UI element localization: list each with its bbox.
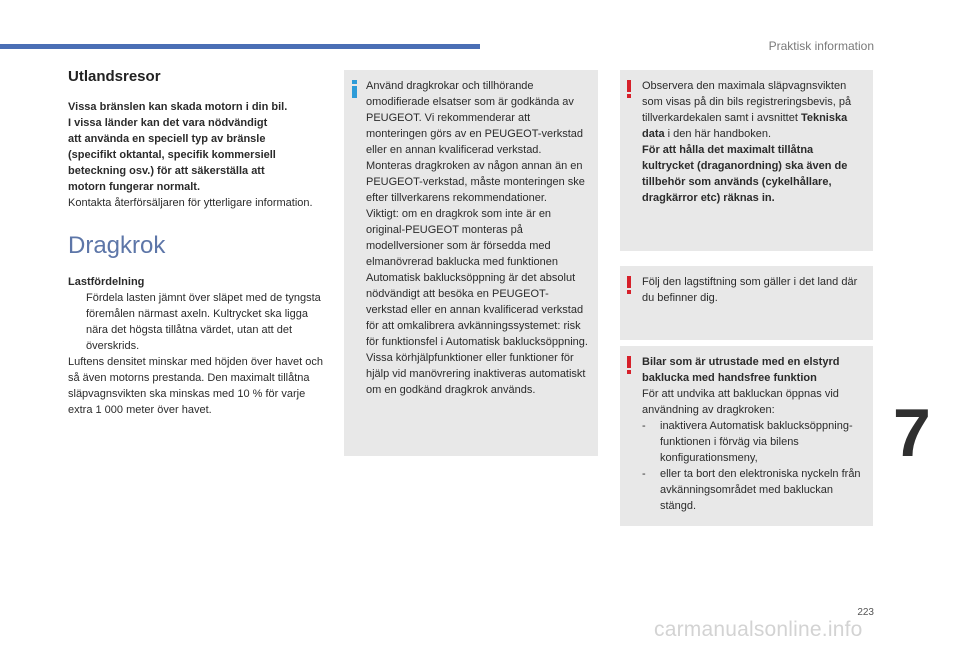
info-paragraph: Använd dragkrokar och tillhörande omodifierade elsatser som är godkända av PEUGEOT. Vi rekommenderar att monteringen görs av en PEUGEOT-verkstad eller en annan kvalificerad verkstad. — [366, 80, 584, 156]
fuel-warning-line: motorn fungerar normalt. — [68, 181, 201, 193]
list-dash: - — [642, 468, 646, 480]
load-bullet — [68, 290, 330, 354]
warning-icon — [627, 276, 633, 294]
info-box-towbar — [344, 70, 598, 456]
list-dash: - — [642, 420, 646, 432]
warning-icon — [627, 80, 633, 98]
handsfree-intro: För att undvika att bakluckan öppnas vid användning av dragkroken: — [642, 388, 839, 416]
trailer-weight-text-end: i den här handboken. — [664, 128, 772, 140]
info-paragraph: Viktigt: om en dragkrok som inte är en original-PEUGEOT monteras på modellversioner som är försedda med elmanövrerad baklucka med funktionen Automatisk baklucksöppning är det absolut nödvändigt att besöka en PEUGEOT-verkstad eller en annan kvalificerad verkstad för att omkalibrera avkänningssystemet: risk för funktionsfel i Automatisk baklucksöppning. — [366, 208, 588, 348]
left-column — [68, 68, 330, 418]
handsfree-warning-title: Bilar som är utrustade med en elstyrd baklucka med handsfree funktion — [642, 356, 840, 384]
fuel-warning — [68, 99, 330, 195]
list-item-text: eller ta bort den elektroniska nyckeln från avkänningsområdet med bakluckan stängd. — [660, 468, 861, 512]
section-title-dragkrok: Dragkrok — [68, 232, 166, 259]
fuel-warning-line: beteckning osv.) för att säkerställa att — [68, 165, 265, 177]
legislation-text: Följ den lagstiftning som gäller i det land där du befinner dig. — [642, 276, 858, 304]
fuel-warning-line: I vissa länder kan det vara nödvändigt — [68, 117, 268, 129]
info-icon — [352, 80, 358, 98]
info-paragraph: Monteras dragkroken av någon annan än en PEUGEOT-verkstad, måste monteringen ske efter tillverkarens rekommendationer. — [366, 160, 585, 204]
tech-data-reference: Tekniska data — [642, 112, 848, 140]
list-item-text: inaktivera Automatisk baklucksöppning-funktionen i förväg via bilens konfigurationsmeny, — [660, 420, 853, 464]
section-title-utlandsresor: Utlandsresor — [68, 68, 161, 85]
load-distribution-heading: Lastfördelning — [68, 276, 145, 288]
nose-weight-note: För att hålla det maximalt tillåtna kultrycket (draganordning) ska även de tillbehör som används (cykelhållare, dragkärror etc) räknas in. — [642, 144, 848, 204]
trailer-weight-text-start: Observera den maximala släpvagnsvikten som visas på din bils registreringsbevis, på tillverkardekalen samt i avsnittet — [642, 80, 852, 124]
watermark: carmanualsonline.info — [654, 618, 863, 641]
air-density-text: Luftens densitet minskar med höjden över havet och så även motorns prestanda. Den maximalt tillåtna släpvagnsvikten ska minskas med 10 % för varje extra 1 000 meter över havet. — [68, 356, 323, 416]
load-bullet-text: Fördela lasten jämnt över släpet med de tyngsta föremålen närmast axeln. Kultrycket ska ligga nära det högsta tillåtna värdet, utan att det överskrids. — [86, 292, 321, 352]
fuel-warning-line: (specifikt oktantal, specifik kommersiell — [68, 149, 276, 161]
info-paragraph: Vissa körhjälpfunktioner eller funktioner för hjälp vid manövrering inaktiveras automatiskt om en godkänd dragkrok används. — [366, 352, 586, 396]
warning-box-handsfree-tailgate — [620, 346, 873, 526]
running-header: Praktisk information — [768, 39, 874, 53]
trailer-weight-text — [642, 78, 865, 142]
list-item — [642, 466, 865, 514]
list-item — [642, 418, 865, 466]
fuel-warning-line: Vissa bränslen kan skada motorn i din bil. — [68, 101, 288, 113]
warning-box-legislation — [620, 266, 873, 340]
chapter-number: 7 — [893, 395, 931, 471]
warning-box-trailer-weight — [620, 70, 873, 251]
fuel-warning-line: att använda en speciell typ av bränsle — [68, 133, 266, 145]
warning-icon — [627, 356, 633, 374]
header-accent-bar — [0, 44, 480, 49]
dealer-contact-text: Kontakta återförsäljaren för ytterligare information. — [68, 197, 313, 209]
page-number: 223 — [857, 607, 874, 618]
